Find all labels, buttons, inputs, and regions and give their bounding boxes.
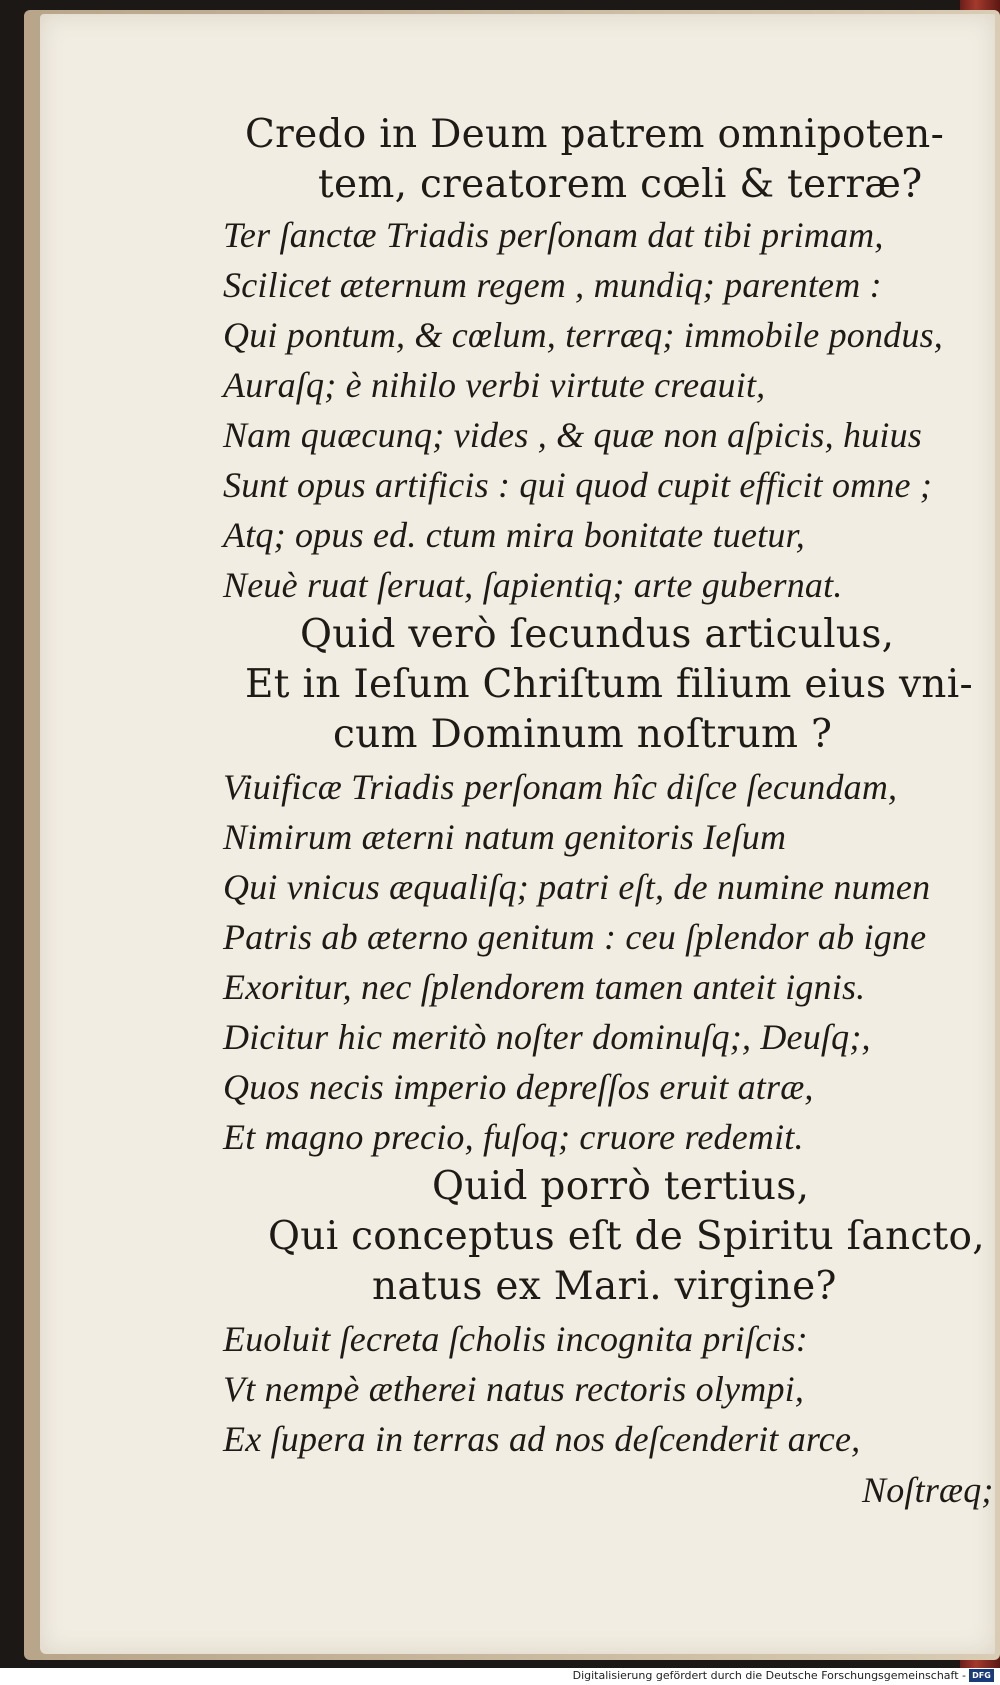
text-line: Credo in Deum patrem omnipoten-	[245, 112, 945, 157]
dfg-logo: DFG	[969, 1669, 994, 1682]
text-line: Exoritur, nec ſplendorem tamen anteit ignis.	[223, 967, 866, 1007]
text-line: Et magno precio, fuſoq; cruore redemit.	[223, 1117, 804, 1157]
text-line: Quid verò ſecundus articulus,	[300, 612, 895, 657]
book-page	[40, 14, 995, 1654]
text-line: Patris ab æterno genitum : ceu ſplendor ab igne	[223, 917, 927, 957]
text-line: Nimirum æterni natum genitoris Ieſum	[223, 817, 787, 857]
text-line: Quid porrò tertius,	[432, 1164, 810, 1209]
text-line: Neuè ruat ſeruat, ſapientiq; arte gubernat.	[223, 565, 843, 605]
text-line: Ter ſanctæ Triadis perſonam dat tibi primam,	[223, 215, 884, 255]
text-line: Qui pontum, & cœlum, terræq; immobile pondus,	[223, 315, 943, 355]
text-line: Viuificæ Triadis perſonam hîc diſce ſecundam,	[223, 767, 898, 807]
text-line: Auraſq; è nihilo verbi virtute creauit,	[223, 365, 766, 405]
text-line: Qui conceptus eſt de Spiritu ſancto,	[268, 1214, 985, 1259]
text-line: Sunt opus artificis : qui quod cupit efficit omne ;	[223, 465, 933, 505]
text-line: Qui vnicus æqualiſq; patri eſt, de numine numen	[223, 867, 931, 907]
text-line: Atq; opus ed. ctum mira bonitate tuetur,	[223, 515, 805, 555]
text-line: natus ex Mari. virgine?	[372, 1264, 837, 1309]
text-line: cum Dominum noſtrum ?	[333, 712, 833, 757]
text-line: Quos necis imperio depreſſos eruit atræ,	[223, 1067, 814, 1107]
text-line: Et in Ieſum Chriſtum filium eius vni-	[245, 662, 973, 707]
text-line: tem, creatorem cœli & terræ?	[318, 162, 923, 207]
text-line: Nam quæcunq; vides , & quæ non aſpicis, huius	[223, 415, 922, 455]
text-line: Euoluit ſecreta ſcholis incognita priſcis:	[223, 1319, 808, 1359]
catchword: Noſtræq;	[862, 1470, 994, 1510]
text-line: Dicitur hic meritò noſter dominuſq;, Deuſq;,	[223, 1017, 871, 1057]
footer-credit: Digitalisierung gefördert durch die Deutsche Forschungsgemeinschaft -	[572, 1669, 966, 1682]
text-line: Scilicet æternum regem , mundiq; parentem :	[223, 265, 882, 305]
text-line: Ex ſupera in terras ad nos deſcenderit arce,	[223, 1419, 861, 1459]
text-line: Vt nempè ætherei natus rectoris olympi,	[223, 1369, 805, 1409]
